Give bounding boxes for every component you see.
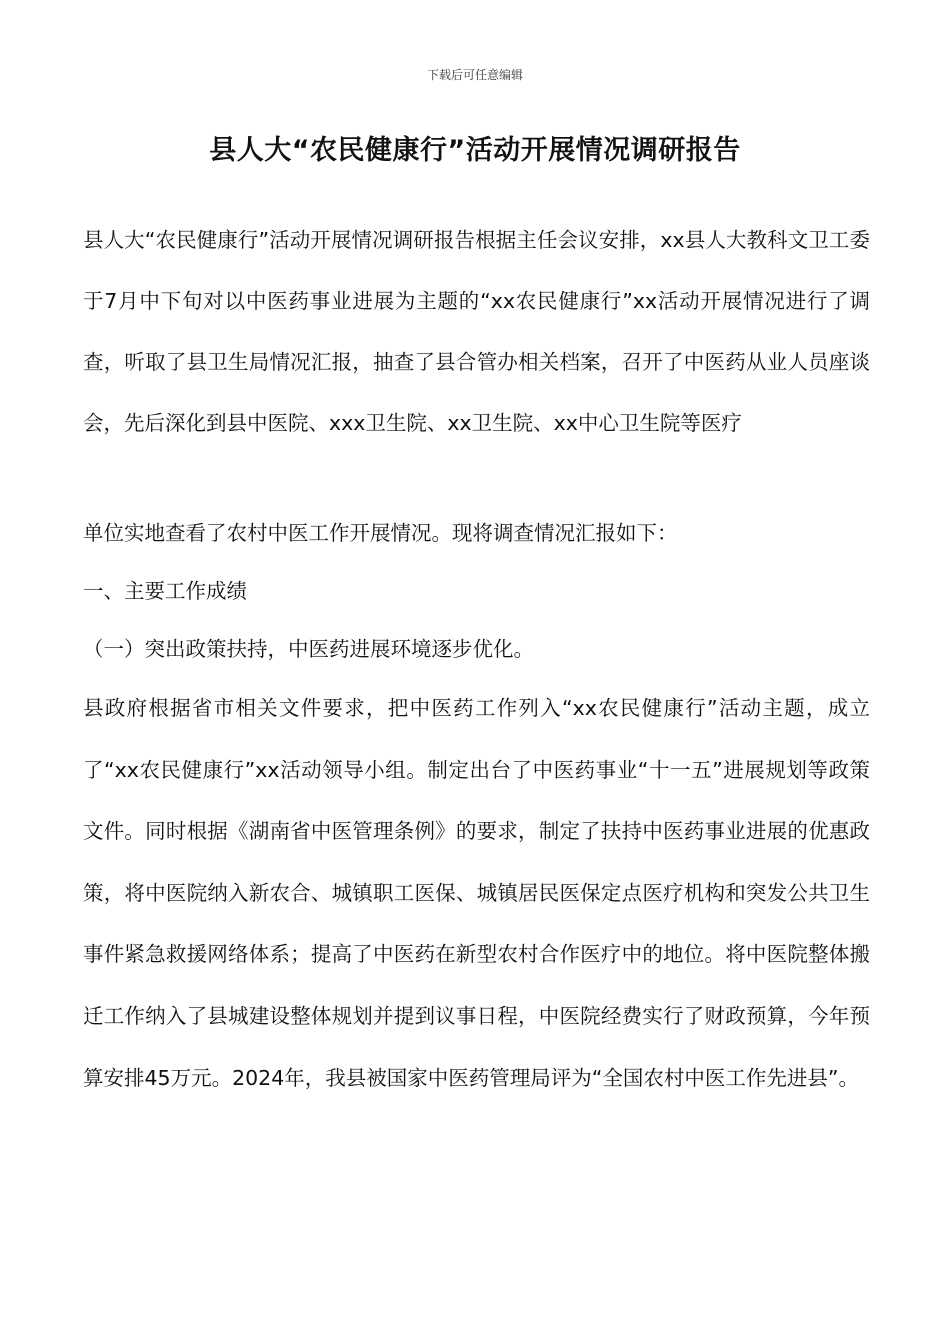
paragraph-intro: 县人大“农民健康行”活动开展情况调研报告根据主任会议安排，xx县人大教科文卫工委于7月中下旬对以中医药事业进展为主题的“xx农民健康行”xx活动开展情况进行了调查，听取了县卫生局情况汇报，抽查了县合管办相关档案，召开了中医药从业人员座谈会，先后深化到县中医院、xxx卫生院、xx卫生院、xx中心卫生院等医疗 — [83, 228, 870, 435]
paragraph-units: 单位实地查看了农村中医工作开展情况。现将调查情况汇报如下： — [83, 521, 678, 545]
header-note: 下载后可任意编辑 — [426, 68, 523, 82]
section-heading: 一、主要工作成绩 — [83, 579, 247, 603]
paragraph-policy: 县政府根据省市相关文件要求，把中医药工作列入“xx农民健康行”活动主题，成立了“xx农民健康行”xx活动领导小组。制定出台了中医药事业“十一五”进展规划等政策文件。同时根据《湖南省中医管理条例》的要求，制定了扶持中医药事业进展的优惠政策，将中医院纳入新农合、城镇职工医保、城镇居民医保定点医疗机构和突发公共卫生事件紧急救援网络体系；提高了中医药在新型农村合作医疗中的地位。将中医院整体搬迁工作纳入了县城建设整体规划并提到议事日程，中医院经费实行了财政预算，今年预算安排45万元。2024年，我县被国家中医药管理局评为“全国农村中医工作先进县”。 — [83, 696, 870, 1090]
document-title: 县人大“农民健康行”活动开展情况调研报告 — [209, 135, 741, 166]
document-body — [83, 210, 870, 1109]
subsection-heading: （一）突出政策扶持，中医药进展环境逐步优化。 — [83, 637, 534, 661]
